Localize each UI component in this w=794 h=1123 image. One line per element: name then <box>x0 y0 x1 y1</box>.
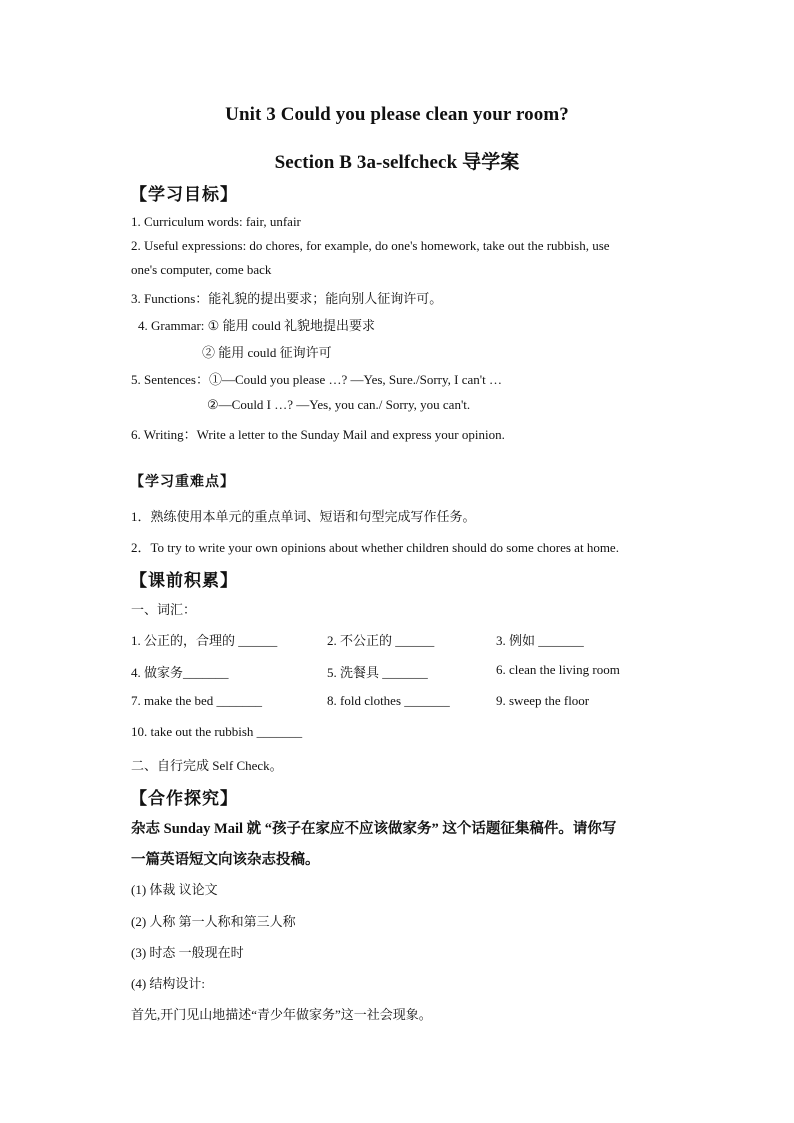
cooperation-heading: 【合作探究】 <box>130 789 238 808</box>
objective-line: 3. Functions：能礼貌的提出要求；能向别人征询许可。 <box>131 291 443 306</box>
objective-line: 1. Curriculum words: fair, unfair <box>131 214 301 229</box>
vocab-item: 4. 做家务_______ <box>131 665 229 680</box>
vocab-item: 5. 洗餐具 _______ <box>327 665 428 680</box>
task-prompt-line: 杂志 Sunday Mail 就 “孩子在家应不应该做家务” 这个话题征集稿件。请你写 <box>131 821 617 837</box>
task-prompt-line: 一篇英语短文向该杂志投稿。 <box>131 852 320 868</box>
vocab-item: 1. 公正的，合理的 ______ <box>131 633 278 648</box>
objective-line: 2. Useful expressions: do chores, for example, do one's homework, take out the rubbish, use <box>131 238 610 253</box>
objective-line: 6. Writing：Write a letter to the Sunday Mail and express your opinion. <box>131 427 505 442</box>
requirement-item: (3) 时态 一般现在时 <box>131 945 244 960</box>
requirement-item: (2) 人称 第一人称和第三人称 <box>131 914 296 929</box>
objective-line: 4. Grammar: ① 能用 could 礼貌地提出要求 <box>138 318 375 333</box>
structure-description: 首先,开门见山地描述“青少年做家务”这一社会现象。 <box>131 1007 432 1022</box>
document-subtitle: Section B 3a-selfcheck 导学案 <box>274 152 520 173</box>
key-point-line: 2．To try to write your own opinions about whether children should do some chores at home. <box>131 540 619 555</box>
objective-line: 5. Sentences：①—Could you please …? —Yes, Sure./Sorry, I can't … <box>131 372 502 387</box>
key-point-line: 1．熟练使用本单元的重点单词、短语和句型完成写作任务。 <box>131 509 476 524</box>
key-points-heading: 【学习重难点】 <box>130 475 235 490</box>
vocab-item: 9. sweep the floor <box>496 693 590 708</box>
preview-heading: 【课前积累】 <box>130 571 238 590</box>
vocab-item: 8. fold clothes _______ <box>327 693 450 708</box>
document-title: Unit 3 Could you please clean your room? <box>225 104 569 125</box>
objective-line: ②—Could I …? —Yes, you can./ Sorry, you can't. <box>207 397 471 412</box>
vocab-item: 7. make the bed _______ <box>131 693 263 708</box>
objectives-heading: 【学习目标】 <box>130 185 238 204</box>
vocab-item: 2. 不公正的 ______ <box>327 633 435 648</box>
vocab-item: 3. 例如 _______ <box>496 633 584 648</box>
vocab-label: 一、词汇： <box>131 602 197 617</box>
objective-line: one's computer, come back <box>131 262 272 277</box>
vocab-item: 10. take out the rubbish _______ <box>131 724 303 739</box>
requirement-item: (4) 结构设计: <box>131 976 206 991</box>
self-check-line: 二、自行完成 Self Check。 <box>131 758 283 773</box>
vocab-item: 6. clean the living room <box>496 662 620 677</box>
requirement-item: (1) 体裁 议论文 <box>131 882 218 897</box>
objective-line: ② 能用 could 征询许可 <box>202 345 332 360</box>
